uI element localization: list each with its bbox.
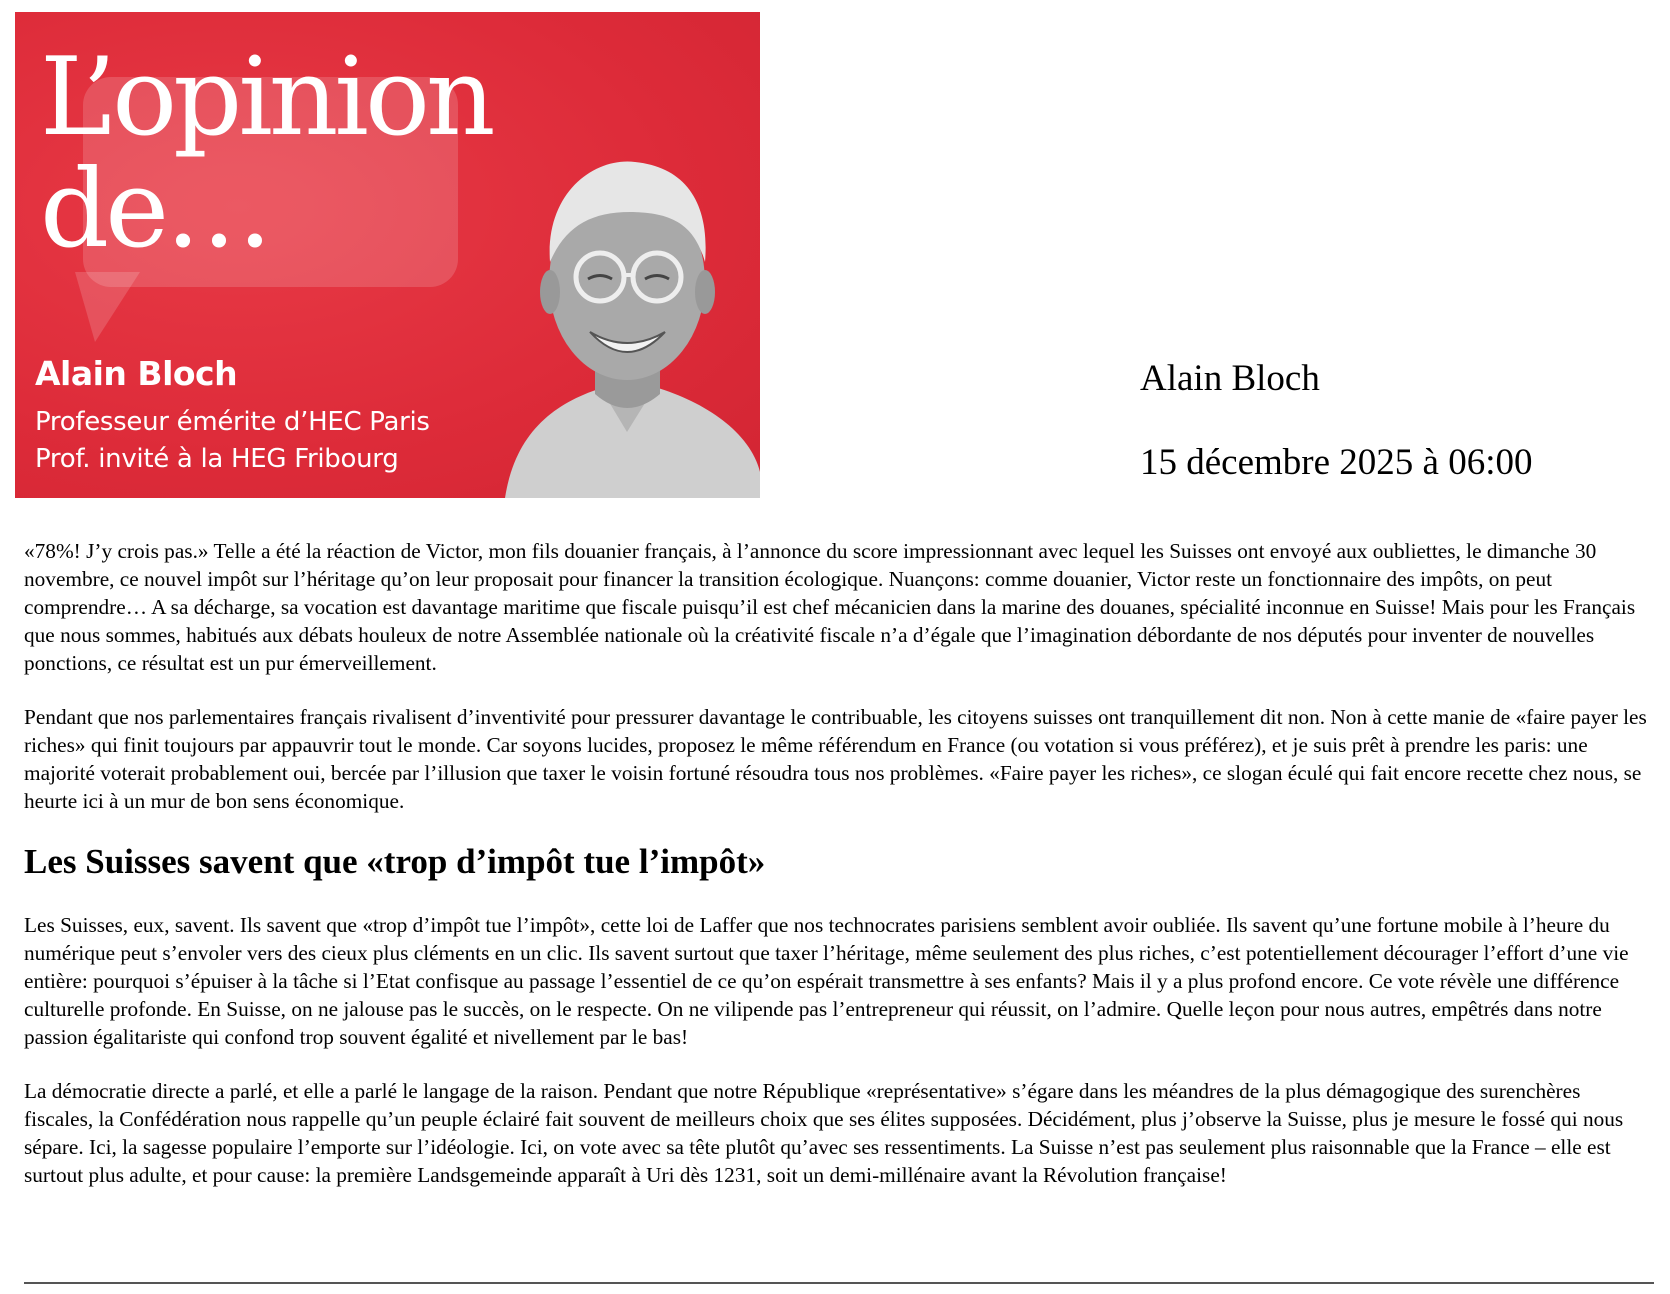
paragraph-4: La démocratie directe a parlé, et elle a parlé le langage de la raison. Pendant que notre République «représentative» s’égare dans les méandres de la plus démagogique des surenchères fiscales, la Confédération nous rappelle qu’un peuple éclairé fait souvent de meilleurs choix que ses élites supposées. Décidément, plus j’observe la Suisse, plus je mesure le fossé qui nous sépare. Ici, la sagesse populaire l’emporte sur l’idéologie. Ici, on vote avec sa tête plutôt qu’avec ses ressentiments. La Suisse n’est pas seulement plus raisonnable que la France – elle est surtout plus adulte, et pour cause: la première Landsgemeinde apparaît à Uri dès 1231, soit un demi-millénaire avant la Révolution française! [24, 1079, 1624, 1187]
article-date: 15 décembre 2025 à 06:00 [1140, 442, 1533, 483]
article-body [24, 537, 1654, 1215]
speech-bubble-tail [75, 272, 140, 342]
banner-title-line1: L’opinion [40, 35, 492, 160]
horizontal-divider [24, 1282, 1654, 1284]
banner-author-role-2: Prof. invité à la HEG Fribourg [35, 444, 399, 474]
section-heading: Les Suisses savent que «trop d’impôt tue l’impôt» [24, 842, 766, 881]
paragraph-1: «78%! J’y crois pas.» Telle a été la réaction de Victor, mon fils douanier français, à l’annonce du score impressionnant avec lequel les Suisses ont envoyé aux oubliettes, le dimanche 30 novembre, ce nouvel impôt sur l’héritage qu’on leur proposait pour financer la transition écologique. Nuançons: comme douanier, Victor reste un fonctionnaire des impôts, on peut comprendre… A sa décharge, sa vocation est davantage maritime que fiscale puisqu’il est chef mécanicien dans la marine des douanes, spécialité inconnue en Suisse! Mais pour les Français que nous sommes, habitués aux débats houleux de notre Assemblée nationale où la créativité fiscale n’a d’égale que l’imagination débordante de nos députés pour inventer de nouvelles ponctions, ce résultat est un pur émerveillement. [24, 539, 1636, 675]
banner-title-line2: de… [40, 147, 270, 272]
banner-author-name: Alain Bloch [35, 354, 238, 393]
paragraph-3: Les Suisses, eux, savent. Ils savent que «trop d’impôt tue l’impôt», cette loi de Laffer que nos technocrates parisiens semblent avoir oubliée. Ils savent qu’une fortune mobile à l’heure du numérique peut s’envoler vers des cieux plus cléments en un clic. Ils savent surtout que taxer l’héritage, même seulement des plus riches, c’est potentiellement décourager l’effort d’une vie entière: pourquoi s’épuiser à la tâche si l’Etat confisque au passage l’essentiel de ce qu’on espérait transmettre à ses enfants? Mais il y a plus profond encore. Ce vote révèle une différence culturelle profonde. En Suisse, on ne jalouse pas le succès, on le respecte. On ne vilipende pas l’entrepreneur qui réussit, on l’admire. Quelle leçon pour nous autres, empêtrés dans notre passion égalitariste qui confond trop souvent égalité et nivellement par le bas! [24, 913, 1629, 1049]
paragraph-2: Pendant que nos parlementaires français rivalisent d’inventivité pour pressurer davantage le contribuable, les citoyens suisses ont tranquillement dit non. Non à cette manie de «faire payer les riches» qui finit toujours par appauvrir tout le monde. Car soyons lucides, proposez le même référendum en France (ou votation si vous préférez), et je suis prêt à prendre les paris: une majorité voterait probablement oui, bercée par l’illusion que taxer le voisin fortuné résoudra tous nos problèmes. «Faire payer les riches», ce slogan éculé qui fait encore recette chez nous, se heurte ici à un mur de bon sens économique. [24, 705, 1647, 813]
banner-author-role-1: Professeur émérite d’HEC Paris [35, 407, 430, 437]
article-author: Alain Bloch [1140, 358, 1320, 399]
banner-title [40, 35, 492, 272]
opinion-banner [15, 12, 760, 498]
author-portrait [495, 132, 760, 498]
